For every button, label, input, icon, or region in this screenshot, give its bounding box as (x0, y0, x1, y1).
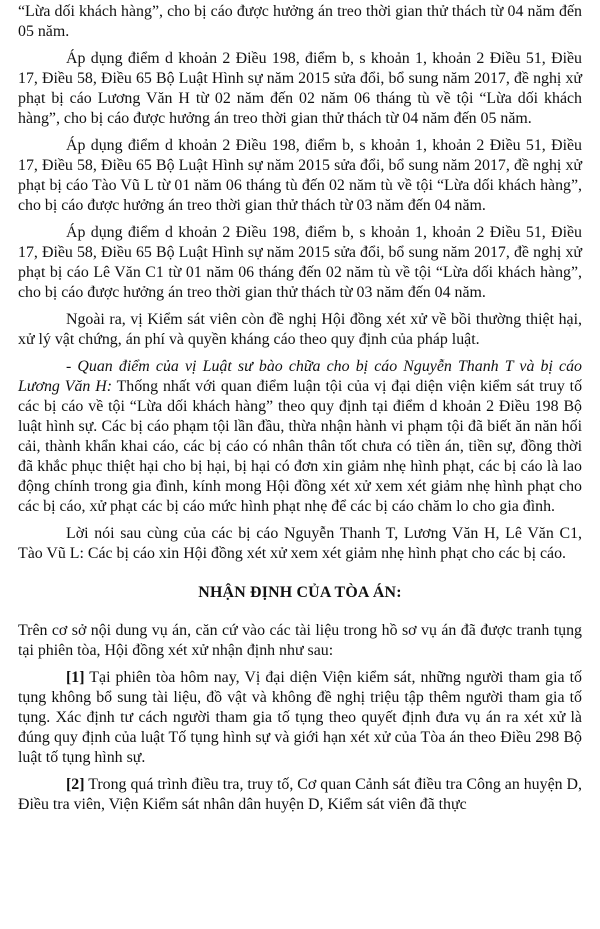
lawyer-opinion-text: Thống nhất với quan điểm luận tội của vị đại diện viện kiểm sát truy tố các bị cáo về tội “Lừa dối khách hàng” theo quy định tại điểm d khoản 2 Điều 198 Bộ luật hình sự. Các bị cáo phạm tội lần đầu, thừa nhận hành vi phạm tội đã biết ăn năn hối cải, thành khẩn khai cáo, các bị cáo có nhân thân tốt chưa có tiền án, tiền sự, đồng thời đã khắc phục thiệt hại cho bị hại, bị hại có đơn xin giảm nhẹ hình phạt, các bị cáo là lao động chính trong gia đình, kính mong Hội đồng xét xử xem xét giảm nhẹ hình phạt cho các bị cáo, xử phạt các bị cáo mức hình phạt nhẹ để các bị cáo chăm lo cho gia đình. (18, 378, 583, 515)
paragraph-sentence-l: Áp dụng điểm d khoản 2 Điều 198, điểm b, s khoản 1, khoản 2 Điều 51, Điều 17, Điều 58, Điều 65 Bộ Luật Hình sự năm 2015 sửa đổi, bổ sung năm 2017, đề nghị xử phạt bị cáo Tào Vũ L từ 01 năm 06 tháng tù đến 02 năm tù về tội “Lừa dối khách hàng”, cho bị cáo được hưởng án treo thời gian thử thách từ 03 năm đến 04 năm. (18, 137, 582, 214)
paragraph-prosecutor-other: Ngoài ra, vị Kiểm sát viên còn đề nghị Hội đồng xét xử về bồi thường thiệt hại, xử lý vật chứng, án phí và quyền kháng cáo theo quy định của pháp luật. (18, 311, 582, 348)
section-heading: NHẬN ĐỊNH CỦA TÒA ÁN: (198, 584, 402, 601)
finding-2-text: Trong quá trình điều tra, truy tố, Cơ quan Cảnh sát điều tra Công an huyện D, Điều tra viên, Viện Kiểm sát nhân dân huyện D, Kiểm sát viên đã thực (18, 776, 582, 813)
paragraph-sentence-h: Áp dụng điểm d khoản 2 Điều 198, điểm b, s khoản 1, khoản 2 Điều 51, Điều 17, Điều 58, Điều 65 Bộ Luật Hình sự năm 2015 sửa đổi, bổ sung năm 2017, đề nghị xử phạt bị cáo Lương Văn H từ 02 năm đến 02 năm 06 tháng tù về tội “Lừa dối khách hàng”, cho bị cáo được hưởng án treo thời gian thử thách từ 04 năm đến 05 năm. (18, 50, 582, 127)
paragraph-court-intro: Trên cơ sở nội dung vụ án, căn cứ vào các tài liệu trong hồ sơ vụ án đã được tranh tụng tại phiên tòa, Hội đồng xét xử nhận định như sau: (18, 622, 582, 659)
paragraph-sentence-c1: Áp dụng điểm d khoản 2 Điều 198, điểm b, s khoản 1, khoản 2 Điều 51, Điều 17, Điều 58, Điều 65 Bộ Luật Hình sự năm 2015 sửa đổi, bổ sung năm 2017, đề nghị xử phạt bị cáo Lê Văn C1 từ 01 năm 06 tháng đến 02 năm tù về tội “Lừa dối khách hàng”, cho bị cáo được hưởng án treo thời gian thử thách từ 03 năm đến 04 năm. (18, 224, 582, 301)
finding-2-number: [2] (66, 776, 85, 793)
paragraph-sentence-tail: “Lừa dối khách hàng”, cho bị cáo được hưởng án treo thời gian thử thách từ 04 năm đến 05 năm. (18, 3, 582, 40)
paragraph-lawyer-opinion (18, 357, 582, 517)
paragraph-final-words: Lời nói sau cùng của các bị cáo Nguyễn Thanh T, Lương Văn H, Lê Văn C1, Tào Vũ L: Các bị cáo xin Hội đồng xét xử xem xét giảm nhẹ hình phạt cho các bị cáo. (18, 525, 582, 562)
paragraph-finding-1 (18, 668, 582, 768)
finding-1-text: Tại phiên tòa hôm nay, Vị đại diện Viện kiểm sát, những người tham gia tố tụng không bổ sung tài liệu, đồ vật và không đề nghị triệu tập thêm người tham gia tố tụng. Xác định tư cách người tham gia tố tụng theo quyết định đưa vụ án ra xét xử là đúng quy định của luật Tố tụng hình sự và giới hạn xét xử của Tòa án theo Điều 298 Bộ luật tố tụng hình sự. (18, 669, 582, 766)
lawyer-opinion-heading: - Quan điểm của vị Luật sư bào chữa cho bị cáo Nguyễn Thanh T và bị cáo Lương Văn H: (18, 358, 582, 395)
paragraph-finding-2 (18, 775, 582, 815)
finding-1-number: [1] (66, 669, 85, 686)
